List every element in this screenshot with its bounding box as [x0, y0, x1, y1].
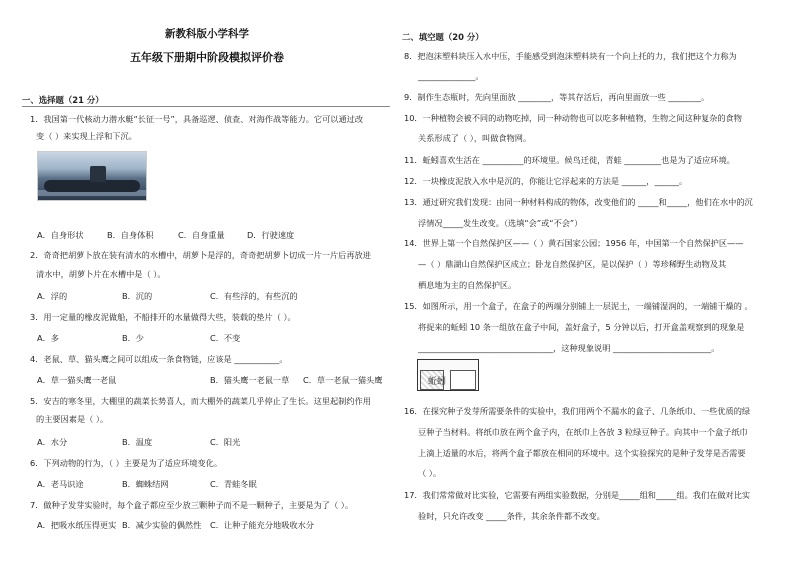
q1-text-line1: 1．我国第一代核动力潜水艇“长征一号”，具备巡逻、侦查、对海作战等能力。它可以通过改: [30, 114, 364, 124]
q7-option-a: A．把吸水纸压得更实: [37, 520, 117, 530]
q1-text-line2: 变（ ）来实现上浮和下沉。: [36, 131, 137, 141]
q3-option-b: B．少: [122, 333, 144, 343]
q4-option-c: C．草一老鼠一猫头鹰: [303, 375, 383, 385]
fill-line-3: 9．制作生态瓶时，先向里面放 ________，等其存活后，再向里面放一些 ________。: [404, 92, 710, 102]
q5-option-b: B．温度: [122, 437, 153, 447]
fill-line-1: 8．把泡沫塑料块压入水中压，手能感受到泡沫塑料块有一个向上托的力，我们把这个力称为: [404, 51, 737, 61]
q5-option-c: C．阳光: [210, 437, 241, 447]
fill-line-12: 栖息地为主的自然保护区。: [418, 280, 517, 290]
fill-line-13: 15．如图所示，用一个盒子，在盒子的两端分别铺上一层泥土，一端铺湿润的，一端铺干燥的 。: [404, 301, 753, 311]
q2-option-c: C．有些浮的，有些沉的: [210, 291, 298, 301]
fill-line-18: 上滴上适量的水后，将两个盒子都放在相同的环境中。这个实验探究的是种子发芽是否需要: [418, 448, 746, 458]
q7-text: 7．做种子发芽实验时，每个盒子都应至少放三颗种子而不是一颗种子，主要是为了（ ）。: [30, 500, 354, 510]
fill-line-11: —（ ）鼎湖山自然保护区成立；卧龙自然保护区，是以保护（ ）等珍稀野生动物及其: [418, 259, 727, 269]
fill-line-17: 豆种子当材料。将纸巾放在两个盒子内，在纸巾上各放 3 粒绿豆种子。向其中一个盒子纸巾: [418, 427, 748, 437]
fill-line-4: 10．一种植物会被不同的动物吃掉，同一种动物也可以吃多种植物，生物之间这种复杂的食物: [404, 113, 742, 123]
q1-option-a: A．自身形状: [37, 230, 84, 240]
q6-option-c: C．青蛙冬眠: [210, 479, 257, 489]
q2-option-a: A．浮的: [37, 291, 68, 301]
q5-text-line1: 5．安吉的寒冬里，大棚里的蔬菜长势喜人，而大棚外的蔬菜几乎停止了生长。这里起制约作用: [30, 396, 371, 406]
worm-label: 蚯蚓: [428, 377, 447, 387]
fill-line-2: ______________。: [418, 71, 484, 81]
q4-option-a: A．草一猫头鹰一老鼠: [37, 375, 117, 385]
fill-line-21: 验时，只允许改变 _____条件，其余条件都不改变。: [418, 511, 605, 521]
q3-option-a: A．多: [37, 333, 59, 343]
q5-text-line2: 的主要因素是（ ）。: [36, 414, 109, 424]
section-fill-heading: 二、填空题（20 分）: [402, 32, 484, 42]
exam-subtitle: 新教科版小学科学: [165, 28, 249, 40]
fill-line-16: 16．在探究种子发芽所需要条件的实验中，我们用两个不漏水的盒子、几条纸巾、一些优质的绿: [404, 406, 751, 416]
q3-text: 3．用一定量的橡皮泥做船，不船排开的水量做得大些，装载的垫片（ ）。: [30, 312, 296, 322]
q2-option-b: B．沉的: [122, 291, 153, 301]
fill-line-6: 11．蚯蚓喜欢生活在 __________的环境里。候鸟迁徙，青蛙 _________也是为了适应环境。: [404, 155, 735, 165]
q2-text-line1: 2．奇奇把胡萝卜放在装有清水的水槽中，胡萝卜是浮的，奇奇把胡萝卜切成一片一片后再放进: [30, 250, 371, 260]
q4-text: 4．老鼠、草、猫头鹰之间可以组成一条食物链，应该是 ___________。: [30, 354, 288, 364]
worm-box-figure: [417, 359, 479, 391]
fill-line-9: 浮情况_____发生改变。（选填“会”或“不会”）: [418, 218, 583, 228]
fill-line-15: _________________________________，这种现象说明 ________________________。: [418, 343, 720, 353]
fill-line-5: 关系形成了（ ），叫做食物网。: [418, 133, 532, 143]
q1-option-b: B．自身体积: [107, 230, 154, 240]
q7-option-b: B．减少实验的偶然性: [122, 520, 202, 530]
q4-option-b: B．猫头鹰一老鼠一草: [210, 375, 290, 385]
q6-option-a: A．老马识途: [37, 479, 84, 489]
section-divider: [22, 106, 390, 107]
fill-line-7: 12．一块橡皮泥放入水中是沉的，你能让它浮起来的方法是 ______，______。: [404, 176, 688, 186]
q2-text-line2: 清水中，胡萝卜片在水槽中是（ ）。: [36, 269, 166, 279]
q7-option-c: C．让种子能充分地吸收水分: [210, 520, 314, 530]
q6-option-b: B．蜘蛛结网: [122, 479, 169, 489]
dry-soil: [450, 370, 476, 390]
q1-option-d: D．行驶速度: [247, 230, 295, 240]
exam-title: 五年级下册期中阶段模拟评价卷: [130, 51, 284, 64]
fill-line-20: 17．我们常常做对比实验，它需要有两组实验数据，分别是_____组和_____组。我们在做对比实: [404, 490, 751, 500]
section-choice-heading: 一、选择题（21 分）: [22, 95, 104, 105]
q3-option-c: C．不变: [210, 333, 241, 343]
q5-option-a: A．水分: [37, 437, 68, 447]
fill-line-8: 13．通过研究我们发现：由同一种材料构成的物体，改变他们的 _____和_____，他们在水中的沉: [404, 197, 753, 207]
fill-line-19: （ ）。: [418, 468, 442, 478]
fill-line-10: 14．世界上第一个自然保护区——（ ）黄石国家公园；1956 年，中国第一个自然保护区——: [404, 238, 744, 248]
fill-line-14: 将捉来的蚯蚓 10 条一组放在盒子中间，盖好盒子，5 分钟以后，打开盒盖观察到的现象是: [418, 322, 745, 332]
q6-text: 6．下列动物的行为，（ ）主要是为了适应环境变化。: [30, 458, 223, 468]
q1-option-c: C．自身重量: [178, 230, 225, 240]
submarine-image: [37, 151, 147, 201]
